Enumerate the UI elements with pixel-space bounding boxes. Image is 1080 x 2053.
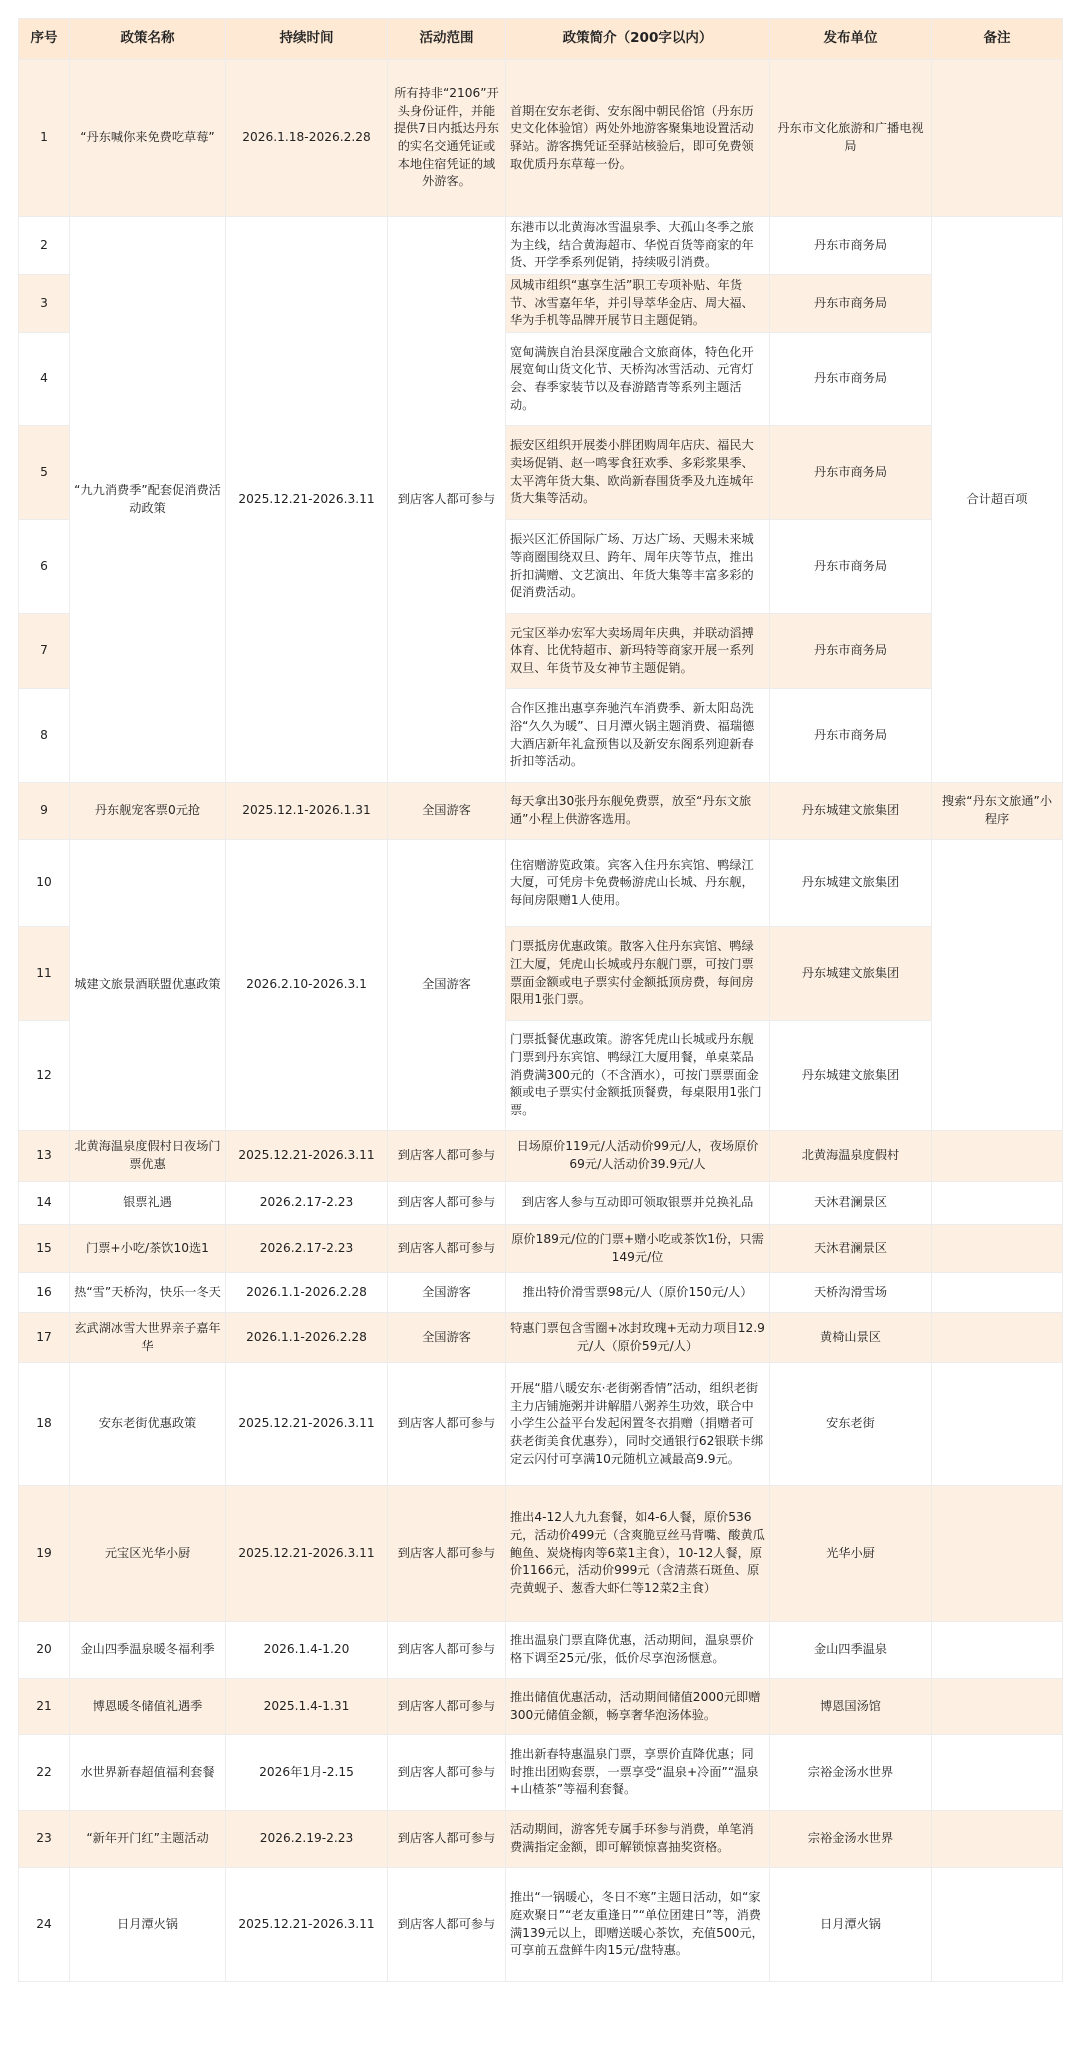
policy-summary: 原价189元/位的门票+赠小吃或茶饮1份，只需149元/位 xyxy=(506,1225,770,1273)
policy-name: 博恩暖冬储值礼遇季 xyxy=(70,1679,226,1735)
policy-scope: 全国游客 xyxy=(388,840,506,1131)
row-index: 19 xyxy=(19,1486,70,1622)
table-row xyxy=(19,1225,1063,1273)
row-index: 8 xyxy=(19,689,70,783)
policy-note xyxy=(932,1679,1063,1735)
table-row xyxy=(19,1363,1063,1486)
policy-name: 水世界新春超值福利套餐 xyxy=(70,1735,226,1811)
policy-summary: 推出储值优惠活动，活动期间储值2000元即赠300元储值金额，畅享奢华泡汤体验。 xyxy=(506,1679,770,1735)
policy-scope: 到店客人都可参与 xyxy=(388,1182,506,1225)
policy-note xyxy=(932,1131,1063,1182)
policy-name: 丹东舰宠客票0元抢 xyxy=(70,783,226,840)
policy-scope: 到店客人都可参与 xyxy=(388,1735,506,1811)
row-index: 17 xyxy=(19,1313,70,1363)
policy-scope: 到店客人都可参与 xyxy=(388,1679,506,1735)
policy-publisher: 宗裕金汤水世界 xyxy=(770,1811,932,1868)
policy-summary: 到店客人参与互动即可领取银票并兑换礼品 xyxy=(506,1182,770,1225)
table-row xyxy=(19,1735,1063,1811)
policy-publisher: 丹东市商务局 xyxy=(770,426,932,520)
policy-publisher: 丹东市文化旅游和广播电视局 xyxy=(770,60,932,217)
policy-scope: 全国游客 xyxy=(388,783,506,840)
policy-scope: 到店客人都可参与 xyxy=(388,1225,506,1273)
policy-publisher: 丹东市商务局 xyxy=(770,520,932,614)
policy-scope: 到店客人都可参与 xyxy=(388,1131,506,1182)
policy-publisher: 丹东市商务局 xyxy=(770,217,932,275)
row-index: 6 xyxy=(19,520,70,614)
policy-scope: 到店客人都可参与 xyxy=(388,1622,506,1679)
policy-summary: 住宿赠游览政策。宾客入住丹东宾馆、鸭绿江大厦，可凭房卡免费畅游虎山长城、丹东舰，每间房限赠1人使用。 xyxy=(506,840,770,927)
policy-name: 玄武湖冰雪大世界亲子嘉年华 xyxy=(70,1313,226,1363)
row-index: 21 xyxy=(19,1679,70,1735)
policy-duration: 2026年1月-2.15 xyxy=(226,1735,388,1811)
table-row xyxy=(19,840,1063,927)
policy-summary: 推出“一锅暖心，冬日不寒”主题日活动，如“家庭欢聚日”“老友重逢日”“单位团建日”等，消费满139元以上，即赠送暖心茶饮，充值500元，可享前五盘鲜牛肉15元/盘特惠。 xyxy=(506,1868,770,1982)
policy-note xyxy=(932,60,1063,217)
policy-summary: 日场原价119元/人活动价99元/人，夜场原价69元/人活动价39.9元/人 xyxy=(506,1131,770,1182)
policy-note xyxy=(932,1273,1063,1313)
policy-name: 城建文旅景酒联盟优惠政策 xyxy=(70,840,226,1131)
table-row xyxy=(19,1868,1063,1982)
policy-publisher: 丹东城建文旅集团 xyxy=(770,927,932,1021)
policy-publisher: 天沐君澜景区 xyxy=(770,1182,932,1225)
row-index: 1 xyxy=(19,60,70,217)
row-index: 4 xyxy=(19,333,70,426)
policy-publisher: 天桥沟滑雪场 xyxy=(770,1273,932,1313)
policy-summary: 东港市以北黄海冰雪温泉季、大孤山冬季之旅为主线，结合黄海超市、华悦百货等商家的年货、开学季系列促销，持续吸引消费。 xyxy=(506,217,770,275)
row-index: 2 xyxy=(19,217,70,275)
policy-note xyxy=(932,1313,1063,1363)
table-row xyxy=(19,1131,1063,1182)
policy-publisher: 黄椅山景区 xyxy=(770,1313,932,1363)
table-row xyxy=(19,783,1063,840)
policy-note xyxy=(932,1486,1063,1622)
table-row xyxy=(19,217,1063,275)
policy-note xyxy=(932,1182,1063,1225)
policy-note: 搜索“丹东文旅通”小程序 xyxy=(932,783,1063,840)
table-row xyxy=(19,1486,1063,1622)
policy-publisher: 安东老街 xyxy=(770,1363,932,1486)
policy-name: 安东老街优惠政策 xyxy=(70,1363,226,1486)
policy-publisher: 丹东市商务局 xyxy=(770,333,932,426)
policy-publisher: 丹东城建文旅集团 xyxy=(770,840,932,927)
policy-publisher: 丹东市商务局 xyxy=(770,275,932,333)
row-index: 23 xyxy=(19,1811,70,1868)
policy-summary: 门票抵餐优惠政策。游客凭虎山长城或丹东舰门票到丹东宾馆、鸭绿江大厦用餐，单桌菜品消费满300元的（不含酒水），可按门票票面金额或电子票实付金额抵顶餐费，每桌限用1张门票。 xyxy=(506,1021,770,1131)
policy-note xyxy=(932,1868,1063,1982)
policy-name: “丹东喊你来免费吃草莓” xyxy=(70,60,226,217)
policy-scope: 所有持非“2106”开头身份证件，并能提供7日内抵达丹东的实名交通凭证或本地住宿凭证的域外游客。 xyxy=(388,60,506,217)
policy-duration: 2025.12.21-2026.3.11 xyxy=(226,1363,388,1486)
policy-duration: 2026.2.17-2.23 xyxy=(226,1225,388,1273)
policy-duration: 2025.12.21-2026.3.11 xyxy=(226,1486,388,1622)
policy-name: 热“雪”天桥沟，快乐一冬天 xyxy=(70,1273,226,1313)
table-row xyxy=(19,1273,1063,1313)
col-header-publisher: 发布单位 xyxy=(770,19,932,60)
row-index: 24 xyxy=(19,1868,70,1982)
row-index: 5 xyxy=(19,426,70,520)
col-header-index: 序号 xyxy=(19,19,70,60)
policy-note: 合计超百项 xyxy=(932,217,1063,783)
policy-summary: 特惠门票包含雪圈+冰封玫瑰+无动力项目12.9元/人（原价59元/人） xyxy=(506,1313,770,1363)
table-header-row xyxy=(19,19,1063,60)
policy-scope: 全国游客 xyxy=(388,1273,506,1313)
policy-summary: 门票抵房优惠政策。散客入住丹东宾馆、鸭绿江大厦，凭虎山长城或丹东舰门票，可按门票票面金额或电子票实付金额抵顶房费，每间房限用1张门票。 xyxy=(506,927,770,1021)
policy-scope: 到店客人都可参与 xyxy=(388,1363,506,1486)
row-index: 12 xyxy=(19,1021,70,1131)
policy-duration: 2025.12.21-2026.3.11 xyxy=(226,1868,388,1982)
policy-publisher: 丹东城建文旅集团 xyxy=(770,1021,932,1131)
row-index: 13 xyxy=(19,1131,70,1182)
policy-publisher: 丹东市商务局 xyxy=(770,614,932,689)
row-index: 15 xyxy=(19,1225,70,1273)
table-row xyxy=(19,1811,1063,1868)
policy-duration: 2025.12.21-2026.3.11 xyxy=(226,217,388,783)
policy-table xyxy=(18,18,1063,1982)
policy-publisher: 宗裕金汤水世界 xyxy=(770,1735,932,1811)
policy-note xyxy=(932,1622,1063,1679)
policy-name: 门票+小吃/茶饮10选1 xyxy=(70,1225,226,1273)
policy-duration: 2025.1.4-1.31 xyxy=(226,1679,388,1735)
policy-publisher: 北黄海温泉度假村 xyxy=(770,1131,932,1182)
policy-summary: 首期在安东老街、安东阁中朝民俗馆（丹东历史文化体验馆）两处外地游客聚集地设置活动驿站。游客携凭证至驿站核验后，即可免费领取优质丹东草莓一份。 xyxy=(506,60,770,217)
col-header-name: 政策名称 xyxy=(70,19,226,60)
policy-duration: 2026.1.1-2026.2.28 xyxy=(226,1273,388,1313)
table-row xyxy=(19,1313,1063,1363)
col-header-duration: 持续时间 xyxy=(226,19,388,60)
policy-scope: 到店客人都可参与 xyxy=(388,1486,506,1622)
policy-note xyxy=(932,1735,1063,1811)
policy-summary: 每天拿出30张丹东舰免费票，放至“丹东文旅通”小程上供游客选用。 xyxy=(506,783,770,840)
policy-duration: 2026.1.1-2026.2.28 xyxy=(226,1313,388,1363)
policy-duration: 2026.1.4-1.20 xyxy=(226,1622,388,1679)
policy-summary: 振兴区汇侨国际广场、万达广场、天赐未来城等商圈围绕双旦、跨年、周年庆等节点，推出折扣满赠、文艺演出、年货大集等丰富多彩的促消费活动。 xyxy=(506,520,770,614)
policy-note xyxy=(932,1363,1063,1486)
policy-note xyxy=(932,840,1063,1131)
table-row xyxy=(19,60,1063,217)
policy-summary: 活动期间，游客凭专属手环参与消费，单笔消费满指定金额，即可解锁惊喜抽奖资格。 xyxy=(506,1811,770,1868)
row-index: 18 xyxy=(19,1363,70,1486)
policy-summary: 推出特价滑雪票98元/人（原价150元/人） xyxy=(506,1273,770,1313)
row-index: 10 xyxy=(19,840,70,927)
policy-scope: 到店客人都可参与 xyxy=(388,217,506,783)
policy-note xyxy=(932,1811,1063,1868)
policy-scope: 全国游客 xyxy=(388,1313,506,1363)
row-index: 22 xyxy=(19,1735,70,1811)
policy-summary: 推出4-12人九九套餐，如4-6人餐，原价536元，活动价499元（含爽脆豆丝马背嘴、酸黄瓜鲍鱼、炭烧梅肉等6菜1主食），10-12人餐，原价1166元，活动价999元（含清蒸石斑鱼、原壳黄蚬子、葱香大虾仁等12菜2主食） xyxy=(506,1486,770,1622)
policy-publisher: 丹东城建文旅集团 xyxy=(770,783,932,840)
policy-summary: 元宝区举办宏军大卖场周年庆典，并联动滔搏体育、比优特超市、新玛特等商家开展一系列双旦、年货节及女神节主题促销。 xyxy=(506,614,770,689)
row-index: 7 xyxy=(19,614,70,689)
policy-publisher: 博恩国汤馆 xyxy=(770,1679,932,1735)
policy-name: 元宝区光华小厨 xyxy=(70,1486,226,1622)
policy-summary: 推出新春特惠温泉门票，享票价直降优惠；同时推出团购套票，一票享受“温泉+冷面”“温泉+山楂茶”等福利套餐。 xyxy=(506,1735,770,1811)
policy-publisher: 天沐君澜景区 xyxy=(770,1225,932,1273)
policy-note xyxy=(932,1225,1063,1273)
policy-summary: 宽甸满族自治县深度融合文旅商体，特色化开展宽甸山货文化节、天桥沟冰雪活动、元宵灯会、春季家装节以及春游踏青等系列主题活动。 xyxy=(506,333,770,426)
policy-publisher: 光华小厨 xyxy=(770,1486,932,1622)
policy-publisher: 丹东市商务局 xyxy=(770,689,932,783)
table-row xyxy=(19,1679,1063,1735)
col-header-summary: 政策简介（200字以内） xyxy=(506,19,770,60)
policy-name: 日月潭火锅 xyxy=(70,1868,226,1982)
policy-scope: 到店客人都可参与 xyxy=(388,1811,506,1868)
policy-summary: 凤城市组织“惠享生活”职工专项补贴、年货节、冰雪嘉年华，并引导萃华金店、周大福、华为手机等品牌开展节日主题促销。 xyxy=(506,275,770,333)
policy-name: 银票礼遇 xyxy=(70,1182,226,1225)
table-row xyxy=(19,1182,1063,1225)
policy-name: “九九消费季”配套促消费活动政策 xyxy=(70,217,226,783)
policy-summary: 振安区组织开展娄小胖团购周年店庆、福民大卖场促销、赵一鸣零食狂欢季、多彩浆果季、太平湾年货大集、欧尚新春围货季及九连城年货大集等活动。 xyxy=(506,426,770,520)
row-index: 11 xyxy=(19,927,70,1021)
policy-duration: 2025.12.21-2026.3.11 xyxy=(226,1131,388,1182)
row-index: 14 xyxy=(19,1182,70,1225)
col-header-note: 备注 xyxy=(932,19,1063,60)
policy-scope: 到店客人都可参与 xyxy=(388,1868,506,1982)
policy-name: “新年开门红”主题活动 xyxy=(70,1811,226,1868)
col-header-scope: 活动范围 xyxy=(388,19,506,60)
policy-duration: 2026.1.18-2026.2.28 xyxy=(226,60,388,217)
policy-summary: 开展“腊八暖安东·老街粥香情”活动，组织老街主力店铺施粥并讲解腊八粥养生功效，联合中小学生公益平台发起闲置冬衣捐赠（捐赠者可获老街美食优惠券），同时交通银行62银联卡绑定云闪付可享满10元随机立减最高9.9元。 xyxy=(506,1363,770,1486)
policy-publisher: 金山四季温泉 xyxy=(770,1622,932,1679)
policy-duration: 2026.2.17-2.23 xyxy=(226,1182,388,1225)
policy-duration: 2025.12.1-2026.1.31 xyxy=(226,783,388,840)
policy-publisher: 日月潭火锅 xyxy=(770,1868,932,1982)
policy-name: 金山四季温泉暖冬福利季 xyxy=(70,1622,226,1679)
policy-duration: 2026.2.10-2026.3.1 xyxy=(226,840,388,1131)
policy-summary: 合作区推出惠享奔驰汽车消费季、新太阳岛洗浴“久久为暖”、日月潭火锅主题消费、福瑞德大酒店新年礼盒预售以及新安东阁系列迎新春折扣等活动。 xyxy=(506,689,770,783)
policy-duration: 2026.2.19-2.23 xyxy=(226,1811,388,1868)
row-index: 20 xyxy=(19,1622,70,1679)
table-row xyxy=(19,1622,1063,1679)
row-index: 9 xyxy=(19,783,70,840)
policy-name: 北黄海温泉度假村日夜场门票优惠 xyxy=(70,1131,226,1182)
row-index: 3 xyxy=(19,275,70,333)
policy-summary: 推出温泉门票直降优惠，活动期间，温泉票价格下调至25元/张，低价尽享泡汤惬意。 xyxy=(506,1622,770,1679)
row-index: 16 xyxy=(19,1273,70,1313)
